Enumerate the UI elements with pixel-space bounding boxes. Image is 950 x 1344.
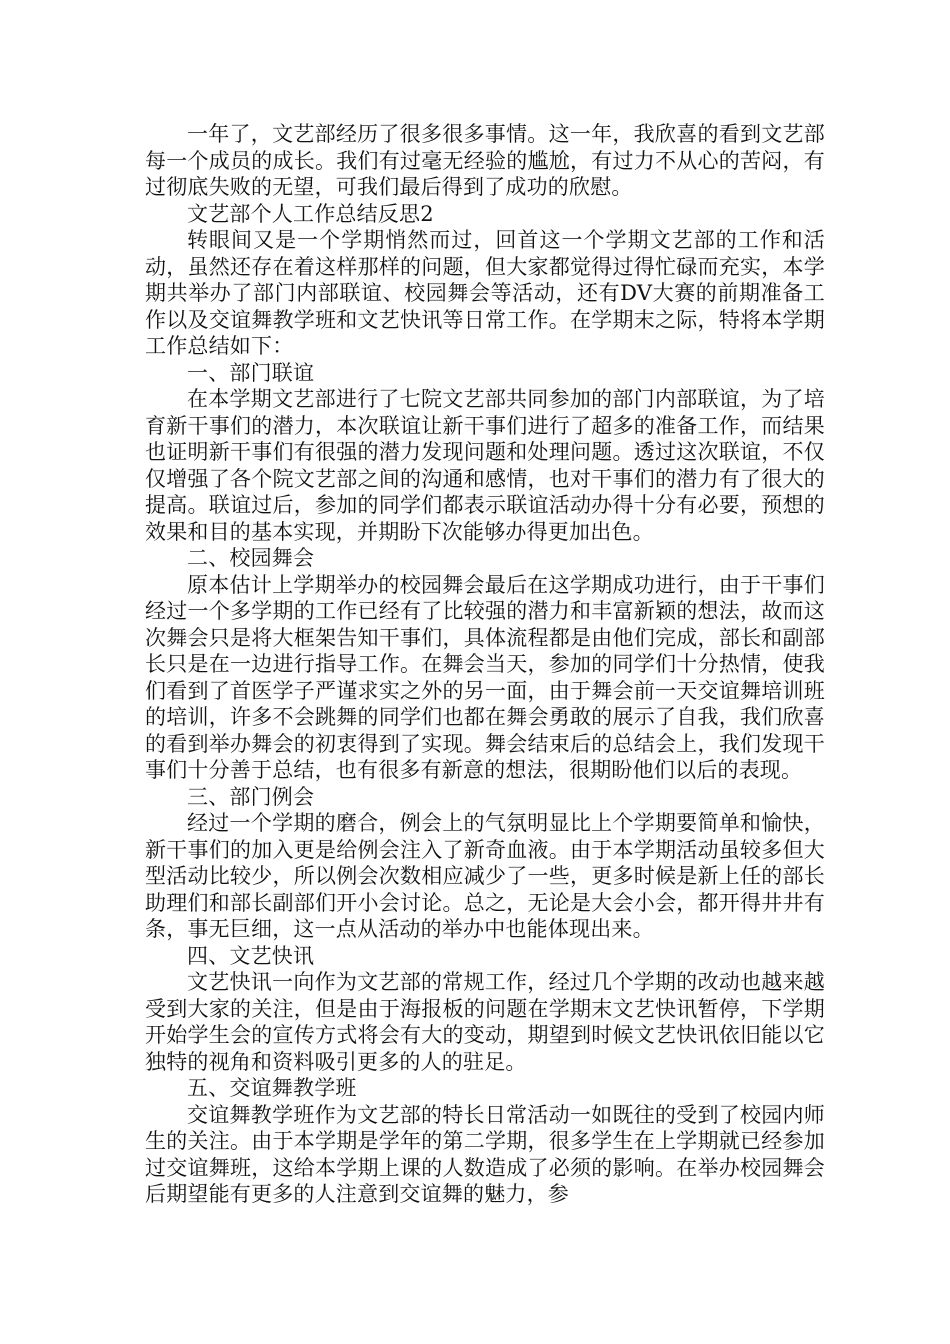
campus-dance-paragraph: 原本估计上学期举办的校园舞会最后在这学期成功进行，由于干事们经过一个多学期的工作已经有了比较强的潜力和丰富新颖的想法，故而这次舞会只是将大框架告知干事们，具体流程都是由他们完成，部长和副部长只是在一边进行指导工作。在舞会当天，参加的同学们十分热情，使我们看到了首医学子严谨求实之外的另一面，由于舞会前一天交谊舞培训班的培训，许多不会跳舞的同学们也都在舞会勇敢的展示了自我，我们欣喜的看到举办舞会的初衷得到了实现。舞会结束后的总结会上，我们发现干事们十分善于总结，也有很多有新意的想法，很期盼他们以后的表现。 — [145, 572, 825, 782]
ballroom-class-paragraph: 交谊舞教学班作为文艺部的特长日常活动一如既往的受到了校园内师生的关注。由于本学期是学年的第二学期，很多学生在上学期就已经参加过交谊舞班，这给本学期上课的人数造成了必须的影响。在举办校园舞会后期望能有更多的人注意到交谊舞的魅力，参 — [145, 1102, 825, 1206]
section-title: 文艺部个人工作总结反思2 — [187, 201, 434, 226]
summary-paragraph: 转眼间又是一个学期悄然而过，回首这一个学期文艺部的工作和活动，虽然还存在着这样那样的问题，但大家都觉得过得忙碌而充实，本学期共举办了部门内部联谊、校园舞会等活动，还有DV大赛的前期准备工作以及交谊舞教学班和文艺快讯等日常工作。在学期末之际，特将本学期工作总结如下： — [145, 228, 825, 358]
heading-ballroom-class: 五、交谊舞教学班 — [187, 1076, 357, 1100]
arts-newsletter-paragraph: 文艺快讯一向作为文艺部的常规工作，经过几个学期的改动也越来越受到大家的关注，但是由于海报板的问题在学期末文艺快讯暂停，下学期开始学生会的宣传方式将会有大的变动，期望到时候文艺快讯依旧能以它独特的视角和资料吸引更多的人的驻足。 — [145, 970, 825, 1074]
department-party-paragraph: 在本学期文艺部进行了七院文艺部共同参加的部门内部联谊，为了培育新干事们的潜力，本次联谊让新干事们进行了超多的准备工作，而结果也证明新干事们有很强的潜力发现问题和处理问题。透过这次联谊，不仅仅增强了各个院文艺部之间的沟通和感情，也对干事们的潜力有了很大的提高。联谊过后，参加的同学们都表示联谊活动办得十分有必要，预想的效果和目的基本实现，并期盼下次能够办得更加出色。 — [145, 387, 825, 544]
document-page — [145, 121, 825, 1208]
heading-department-party: 一、部门联谊 — [187, 360, 315, 385]
department-meeting-paragraph: 经过一个学期的磨合，例会上的气氛明显比上个学期要简单和愉快，新干事们的加入更是给例会注入了新奇血液。由于本学期活动虽较多但大型活动比较少，所以例会次数相应减少了一些，更多时候是新上任的部长助理们和部长副部们开小会讨论。总之，无论是大会小会，都开得井井有条，事无巨细，这一点从活动的举办中也能体现出来。 — [145, 811, 825, 941]
intro-paragraph: 一年了，文艺部经历了很多很多事情。这一年，我欣喜的看到文艺部每一个成员的成长。我们有过毫无经验的尴尬，有过力不从心的苦闷，有过彻底失败的无望，可我们最后得到了成功的欣慰。 — [145, 122, 825, 199]
heading-arts-newsletter: 四、文艺快讯 — [187, 943, 315, 968]
heading-department-meeting: 三、部门例会 — [187, 784, 315, 809]
heading-campus-dance: 二、校园舞会 — [187, 546, 315, 570]
